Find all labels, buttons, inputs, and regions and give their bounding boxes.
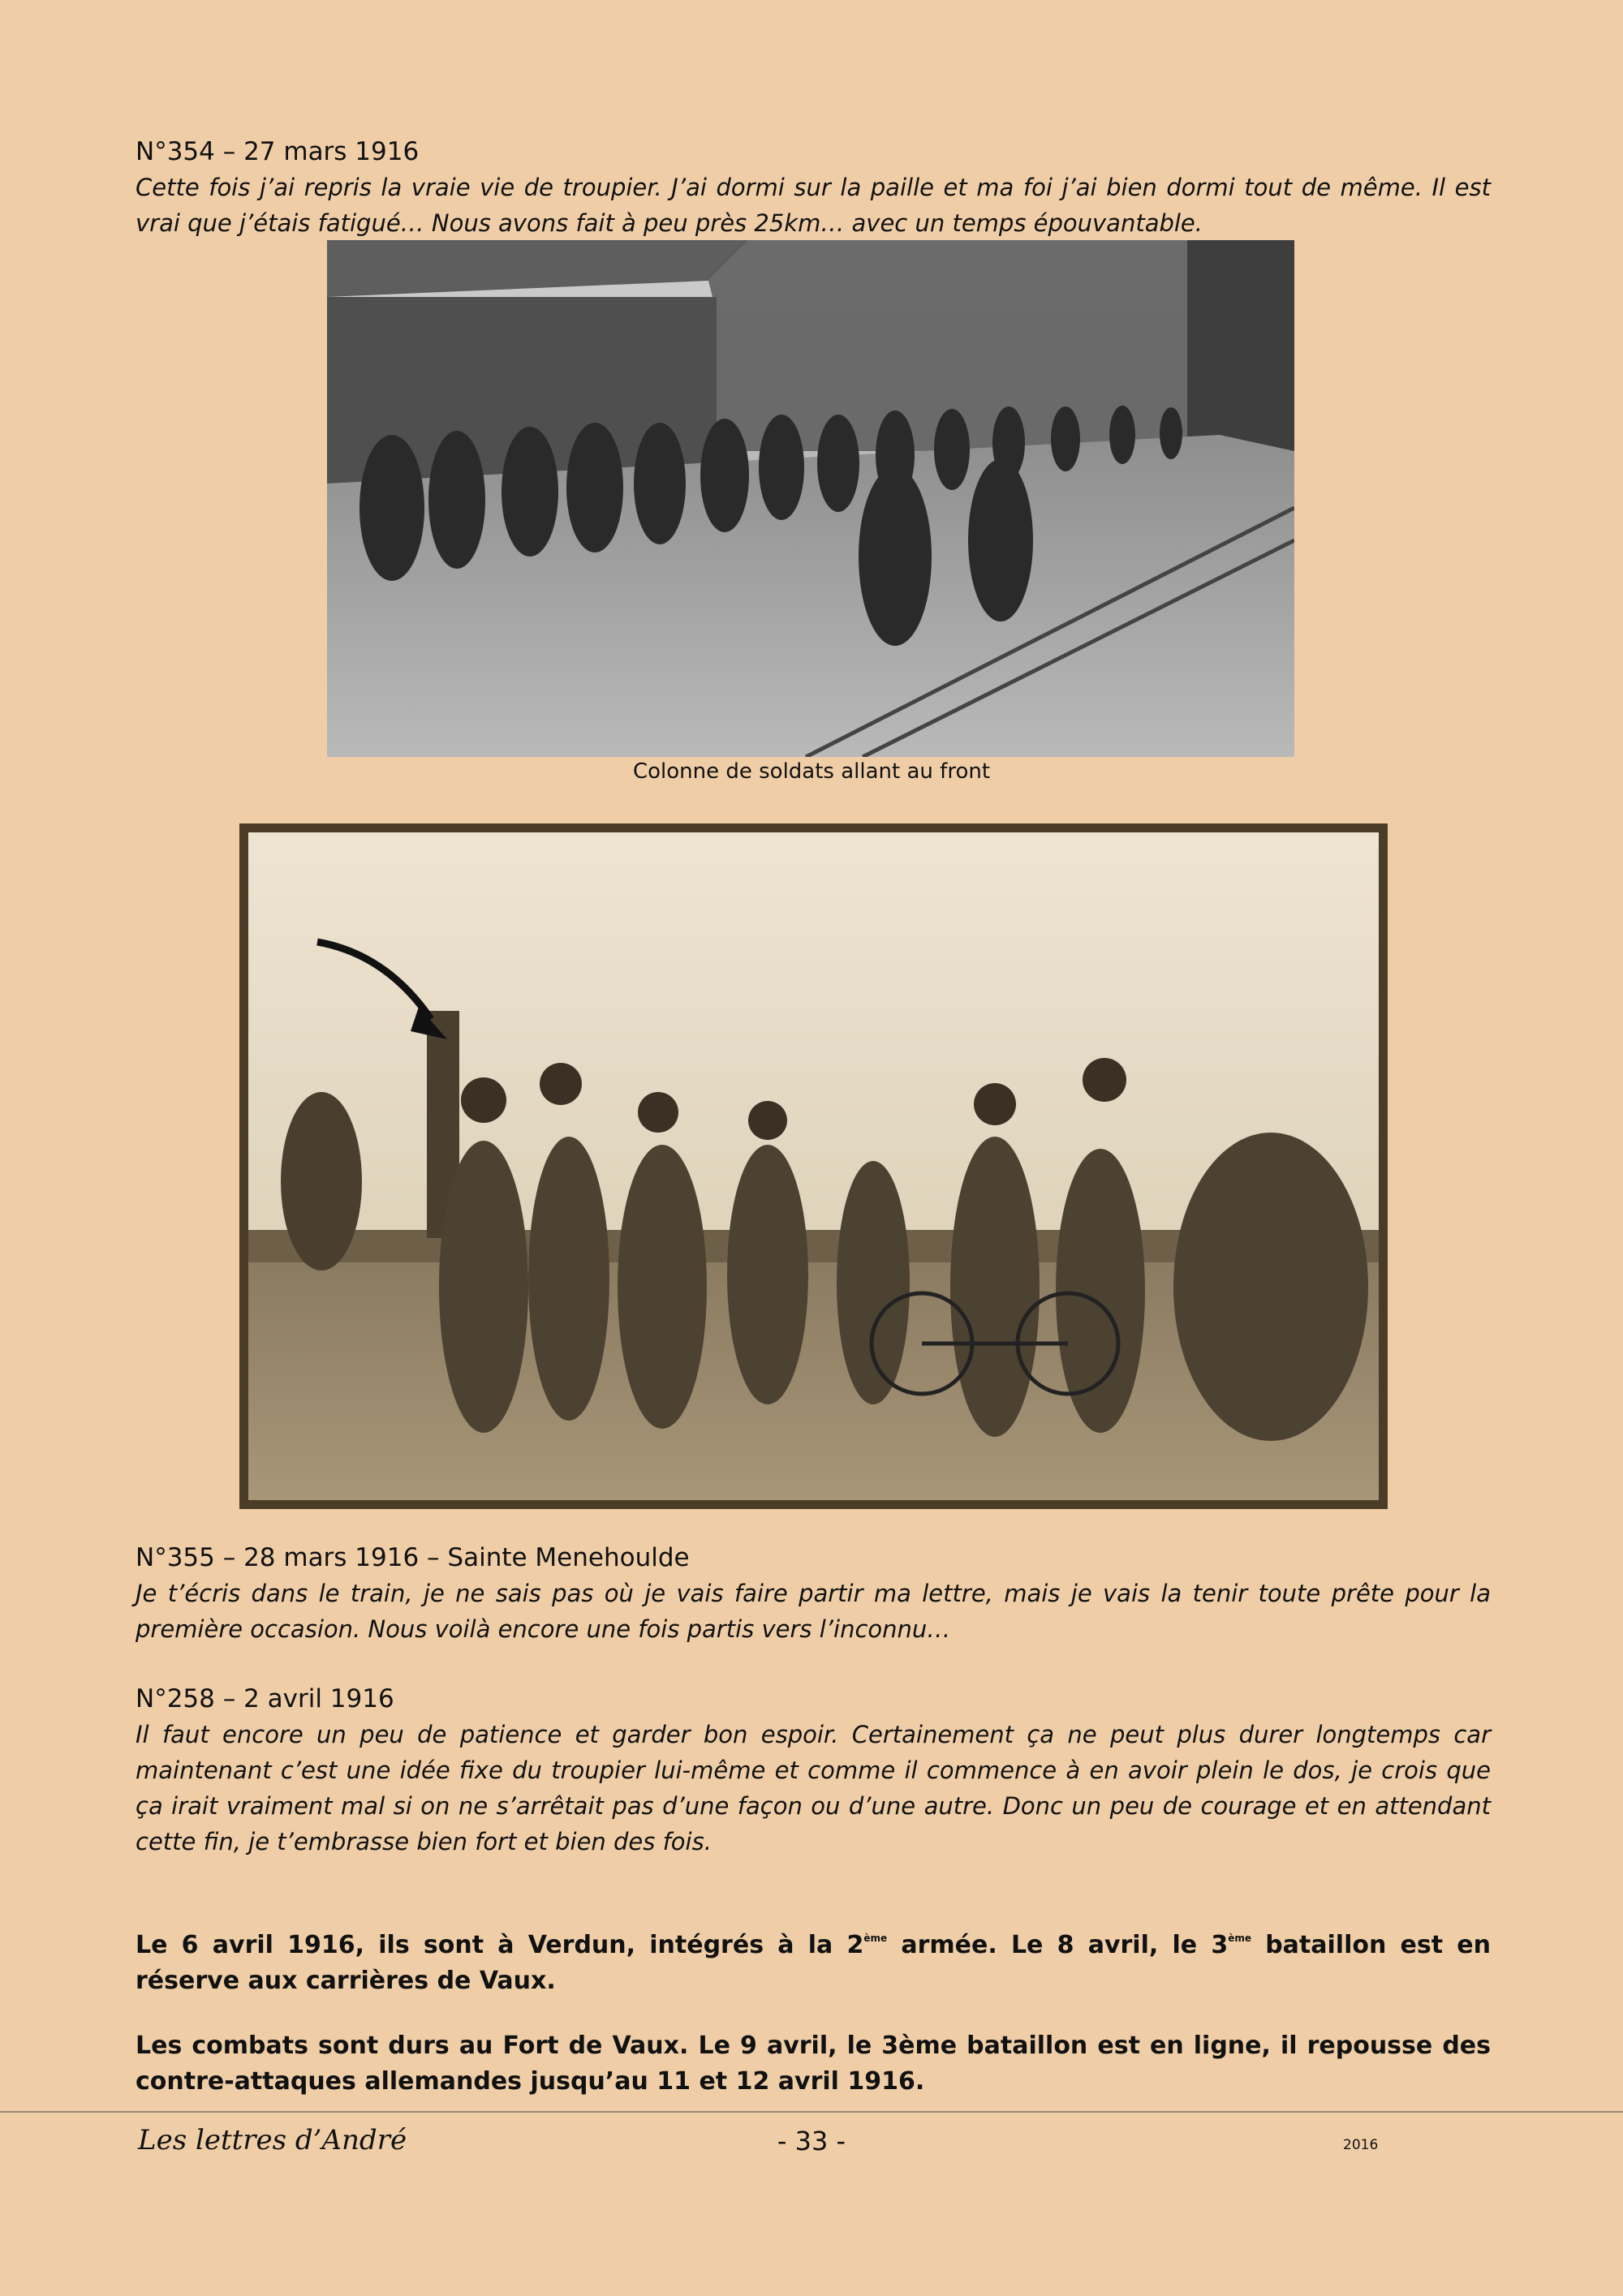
- narrative-p1: [136, 1928, 1491, 1999]
- page-number: - 33 -: [777, 2126, 846, 2156]
- narrative-text: armée. Le 8 avril, le 3: [887, 1931, 1229, 1959]
- letter-heading: N°355 – 28 mars 1916 – Sainte Menehoulde: [136, 1543, 690, 1572]
- soldiers-column-photo: [327, 240, 1294, 757]
- footer-divider: [0, 2111, 1623, 2113]
- superscript: ème: [863, 1933, 888, 1944]
- photo-caption: Colonne de soldats allant au front: [632, 759, 991, 784]
- footer-year: 2016: [1343, 2137, 1379, 2153]
- narrative-text: bataillon est en réserve aux carrières de Vaux.: [136, 1931, 1491, 1995]
- letter-354: [136, 134, 1491, 241]
- narrative: [136, 1928, 1491, 2100]
- superscript: ème: [1228, 1933, 1251, 1944]
- footer-title: Les lettres d’André: [138, 2124, 407, 2156]
- letter-text: Cette fois j’ai repris la vraie vie de troupier. J’ai dormi sur la paille et ma foi j’ai bien dormi tout de même. Il est vrai que j’étais fatigué… Nous avons fait à peu près 25km… avec un temps épouvantable.: [136, 174, 1491, 237]
- letter-258: [136, 1681, 1491, 1860]
- narrative-text: Le 6 avril 1916, ils sont à Verdun, intégrés à la 2: [136, 1931, 864, 1959]
- letter-heading: N°354 – 27 mars 1916: [136, 137, 420, 166]
- soldiers-group-photo: [248, 832, 1379, 1500]
- letter-heading: N°258 – 2 avril 1916: [136, 1684, 394, 1713]
- letter-355: [136, 1540, 1491, 1647]
- letter-text: Il faut encore un peu de patience et garder bon espoir. Certainement ça ne peut plus durer longtemps car maintenant c’est une idée fixe du troupier lui-même et comme il commence à en avoir plein le dos, je crois que ça irait vraiment mal si on ne s’arrêtait pas d’une façon ou d’une autre. Donc un peu de courage et en attendant cette fin, je t’embrasse bien fort et bien des fois.: [136, 1721, 1491, 1855]
- letter-text: Je t’écris dans le train, je ne sais pas où je vais faire partir ma lettre, mais je vais la tenir toute prête pour la première occasion. Nous voilà encore une fois partis vers l’inconnu…: [136, 1580, 1491, 1643]
- narrative-p2: Les combats sont durs au Fort de Vaux. Le 9 avril, le 3ème bataillon est en ligne, il repousse des contre-attaques allemandes jusqu’au 11 et 12 avril 1916.: [136, 2032, 1491, 2096]
